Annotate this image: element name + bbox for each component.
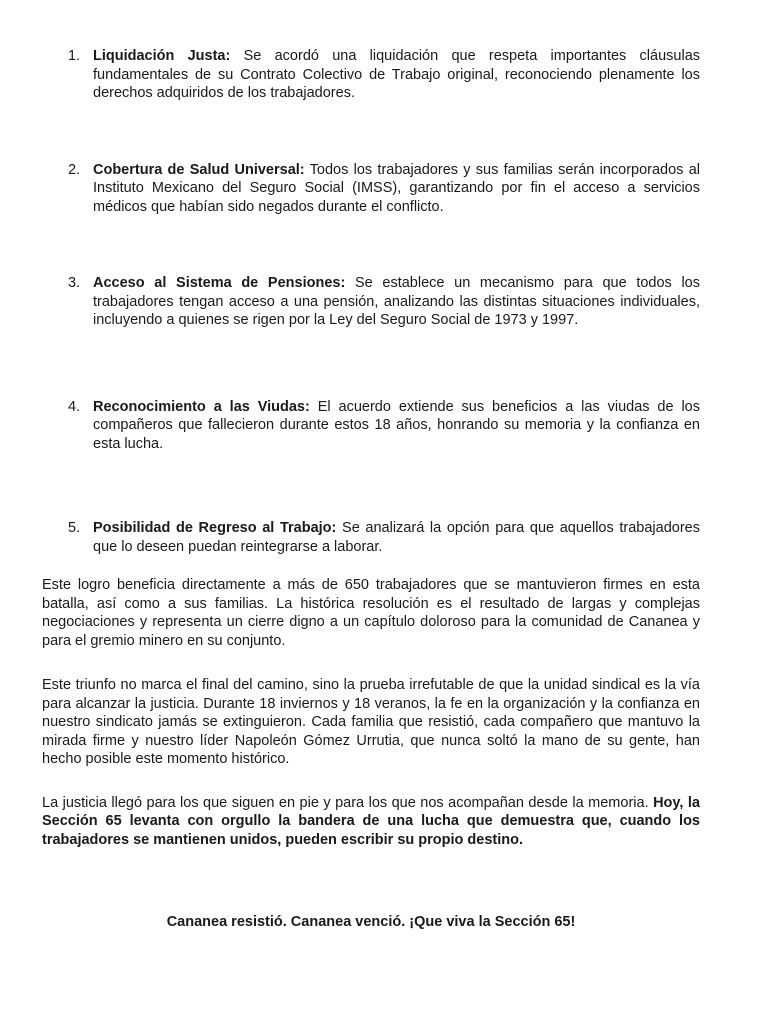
list-item-text <box>93 519 700 556</box>
list-item-number: 1. <box>68 48 81 64</box>
paragraph-justice-regular: La justicia llegó para los que siguen en pie y para los que nos acompañan desde la memoria. <box>42 794 654 811</box>
list-item-salud <box>68 161 700 217</box>
agreement-list <box>42 47 700 556</box>
list-item-regreso <box>68 519 700 556</box>
closing-slogan: Cananea resistió. Cananea venció. ¡Que viva la Sección 65! <box>166 914 576 930</box>
list-item-liquidacion <box>68 47 700 103</box>
paragraph-justice <box>42 794 700 850</box>
list-item-number: 2. <box>68 161 81 178</box>
list-item-number: 5. <box>68 520 81 536</box>
list-item-text <box>93 274 700 330</box>
list-item-body: Todos los trabajadores y sus familias serán incorporados al Instituto Mexicano del Seguro Social (IMSS), garantizando por fin el acceso a servicios médicos que habían sido negados durante el conflicto. <box>93 161 700 215</box>
list-item-body: Se analizará la opción para que aquellos trabajadores que lo deseen puedan reintegrarse a laborar. <box>93 520 700 555</box>
paragraph-justice-bold: Hoy, la Sección 65 levanta con orgullo la bandera de una lucha que demuestra que, cuando los trabajadores se mantienen unidos, pueden escribir su propio destino. <box>42 794 700 848</box>
list-item-lead: Reconocimiento a las Viudas: <box>93 398 310 415</box>
list-item-text <box>93 47 700 103</box>
list-item-text <box>93 398 700 454</box>
list-item-body: El acuerdo extiende sus beneficios a las viudas de los compañeros que fallecieron durante estos 18 años, honrando su memoria y la confianza en esta lucha. <box>93 398 700 452</box>
list-item-text <box>93 161 700 217</box>
list-item-viudas <box>68 398 700 454</box>
list-item-number: 3. <box>68 275 81 291</box>
list-item-lead: Liquidación Justa: <box>93 48 231 64</box>
list-item-lead: Acceso al Sistema de Pensiones: <box>93 275 346 291</box>
list-item-number: 4. <box>68 398 81 415</box>
list-item-lead: Cobertura de Salud Universal: <box>93 161 305 178</box>
list-item-body: Se acordó una liquidación que respeta importantes cláusulas fundamentales de su Contrato Colectivo de Trabajo original, reconociendo plenamente los derechos adquiridos de los trabajadores. <box>93 48 701 101</box>
paragraph-beneficiaries: Este logro beneficia directamente a más de 650 trabajadores que se mantuvieron firmes en esta batalla, así como a sus familias. La histórica resolución es el resultado de largas y complejas negociaciones y representa un cierre digno a un capítulo doloroso para la comunidad de Cananea y para el gremio minero en su conjunto. <box>42 577 700 649</box>
list-item-body: Se establece un mecanismo para que todos los trabajadores tengan acceso a una pensión, analizando las distintas situaciones individuales, incluyendo a quienes se rigen por la Ley del Seguro Social de 1973 y 1997. <box>93 275 700 328</box>
paragraph-triumph: Este triunfo no marca el final del camino, sino la prueba irrefutable de que la unidad sindical es la vía para alcanzar la justicia. Durante 18 inviernos y 18 veranos, la fe en la organización y la confianza en nuestro sindicato jamás se extinguieron. Cada familia que resistió, cada compañero que mantuvo la mirada firme y nuestro líder Napoleón Gómez Urrutia, que nunca soltó la mano de su gente, han hecho posible este momento histórico. <box>42 677 700 767</box>
list-item-lead: Posibilidad de Regreso al Trabajo: <box>93 520 337 536</box>
list-item-pensiones <box>68 274 700 330</box>
